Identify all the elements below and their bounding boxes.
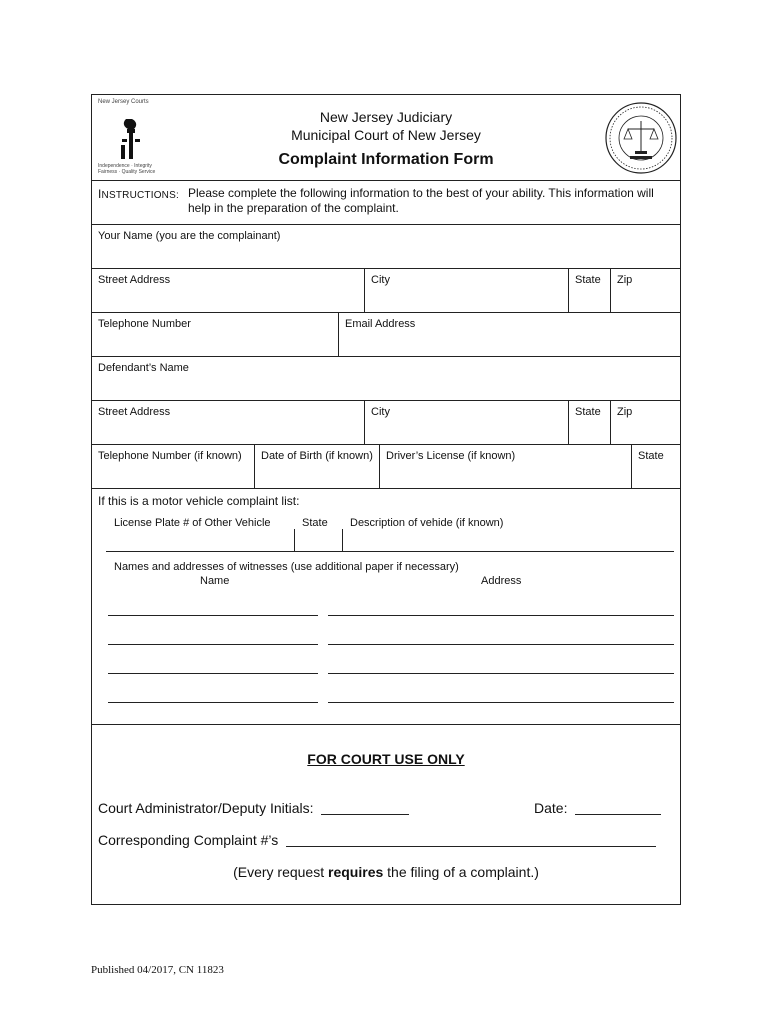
vehicle-description-label: Description of vehide (if known) [350,517,504,529]
court-seal-icon [604,101,678,175]
complainant-email-field[interactable] [338,313,680,356]
date-row [534,800,661,816]
defendant-phone-label: Telephone Number (if known) [98,450,242,462]
witness-name-line[interactable] [108,644,318,645]
defendant-state-label: State [575,406,601,418]
published-footer: Published 04/2017, CN 11823 [91,964,224,976]
vehicle-state-label: State [302,517,328,529]
instructions-label [98,187,179,201]
witnesses-label: Names and addresses of witnesses (use additional paper if necessary) [114,561,459,573]
date-label: Date: [534,800,568,816]
witness-name-column: Name [200,575,230,587]
judiciary-title: New Jersey Judiciary [319,109,453,125]
initials-input[interactable] [321,801,409,815]
defendant-dob-label: Date of Birth (if known) [261,450,373,462]
defendant-license-field[interactable] [379,445,631,488]
note-text-emphasis: requires [328,864,384,880]
defendant-street-label: Street Address [98,406,171,418]
defendant-street-field[interactable] [92,401,364,444]
form-header [92,95,680,181]
complainant-email-label: Email Address [345,318,416,330]
complaint-number-label: Corresponding Complaint #’s [98,832,279,848]
logo-top-text: New Jersey Courts [98,99,149,105]
defendant-details-row [92,445,680,489]
witness-name-line[interactable] [108,615,318,616]
instructions-text: Please complete the following information to the best of your ability. This information will help in the preparation of the complaint. [188,186,654,215]
defendant-license-label: Driver’s License (if known) [386,450,516,462]
complaint-information-form [91,94,681,905]
instructions-label-initial: I [98,187,102,201]
complaint-number-input[interactable] [286,833,656,847]
initials-label: Court Administrator/Deputy Initials: [98,800,314,816]
motor-vehicle-intro: If this is a motor vehicle complaint list: [98,494,300,508]
witness-address-line[interactable] [328,702,674,703]
complainant-city-label: City [371,274,390,286]
note-text-end: the filing of a complaint.) [383,864,539,880]
defendant-dob-field[interactable] [254,445,379,488]
complainant-city-field[interactable] [364,269,568,312]
witness-address-line[interactable] [328,644,674,645]
complainant-contact-row [92,313,680,357]
instructions-section [92,181,680,225]
defendant-license-state-label: State [638,450,664,462]
license-plate-label: License Plate # of Other Vehicle [114,517,271,529]
complainant-phone-label: Telephone Number [98,318,191,330]
court-use-section [92,725,680,904]
defendant-zip-label: Zip [617,406,633,418]
form-title: Complaint Information Form [278,151,494,168]
complainant-zip-label: Zip [617,274,633,286]
complainant-street-field[interactable] [92,269,364,312]
complainant-name-label: Your Name (you are the complainant) [98,230,281,242]
defendant-name-label: Defendant’s Name [98,362,189,374]
logo-motto-1: Independence · Integrity [98,163,152,169]
defendant-address-row [92,401,680,445]
defendant-city-label: City [371,406,390,418]
initials-row [98,800,409,816]
defendant-phone-field[interactable] [92,445,254,488]
motor-vehicle-section [92,489,680,725]
logo-motto-2: Fairness · Quality Service [98,169,156,175]
defendant-zip-field[interactable] [610,401,680,444]
complainant-address-row [92,269,680,313]
complainant-name-field[interactable] [92,225,680,269]
note-text-start: (Every request [233,864,329,880]
court-use-title: FOR COURT USE ONLY [307,751,465,767]
complainant-zip-field[interactable] [610,269,680,312]
defendant-city-field[interactable] [364,401,568,444]
complainant-street-label: Street Address [98,274,171,286]
defendant-name-field[interactable] [92,357,680,401]
witness-address-line[interactable] [328,615,674,616]
witness-name-line[interactable] [108,702,318,703]
instructions-label-rest: NSTRUCTIONS: [101,190,179,201]
date-input[interactable] [575,801,661,815]
court-title: Municipal Court of New Jersey [291,127,481,143]
complainant-state-field[interactable] [568,269,610,312]
plate-state-divider [294,529,295,551]
filing-requirement-note [92,864,680,880]
vehicle-info-line[interactable] [106,551,674,552]
witness-name-line[interactable] [108,673,318,674]
complaint-number-row [98,832,656,848]
state-description-divider [342,529,343,551]
complainant-phone-field[interactable] [92,313,338,356]
complainant-state-label: State [575,274,601,286]
defendant-license-state-field[interactable] [631,445,680,488]
witness-address-column: Address [481,575,522,587]
witness-address-line[interactable] [328,673,674,674]
defendant-state-field[interactable] [568,401,610,444]
